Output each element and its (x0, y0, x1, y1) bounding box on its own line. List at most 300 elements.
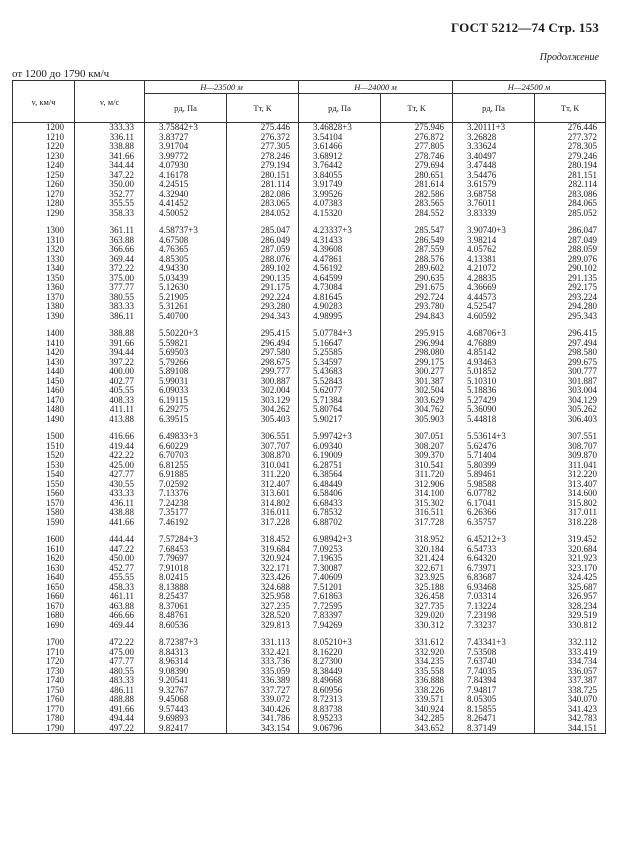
cell-pressure: 5.53614+3 (453, 432, 535, 442)
cell-pressure: 8.15855 (453, 705, 535, 715)
cell-v-ms: 477.77 (75, 657, 145, 667)
cell-pressure: 7.91018 (145, 564, 227, 574)
cell-pressure: 6.68433 (299, 499, 381, 509)
table-row (13, 461, 606, 471)
cell-v-ms: 452.77 (75, 564, 145, 574)
spacer-cell (13, 321, 75, 329)
cell-pressure: 8.72313 (299, 695, 381, 705)
cell-temp: 337.387 (535, 676, 606, 686)
cell-v-kmh: 1400 (13, 329, 75, 339)
cell-v-ms: 488.88 (75, 695, 145, 705)
cell-v-ms: 366.66 (75, 245, 145, 255)
cell-pressure: 4.56192 (299, 264, 381, 274)
cell-pressure: 4.85142 (453, 348, 535, 358)
cell-v-ms: 469.44 (75, 621, 145, 631)
cell-temp: 293.780 (381, 302, 453, 312)
table-row (13, 695, 606, 705)
cell-v-ms: 441.66 (75, 518, 145, 528)
cell-pressure: 5.27429 (453, 396, 535, 406)
cell-v-kmh: 1480 (13, 405, 75, 415)
range-label: от 1200 до 1790 км/ч (12, 68, 110, 80)
cell-temp: 323.925 (381, 573, 453, 583)
cell-pressure: 6.45212+3 (453, 535, 535, 545)
table-row (13, 451, 606, 461)
cell-v-ms: 416.66 (75, 432, 145, 442)
cell-pressure: 7.40609 (299, 573, 381, 583)
cell-pressure: 4.60592 (453, 312, 535, 322)
cell-temp: 298.080 (381, 348, 453, 358)
cell-pressure: 9.45068 (145, 695, 227, 705)
cell-v-ms: 450.00 (75, 554, 145, 564)
table-row (13, 470, 606, 480)
cell-pressure: 9.32767 (145, 686, 227, 696)
cell-v-kmh: 1470 (13, 396, 75, 406)
cell-temp: 280.651 (381, 171, 453, 181)
cell-v-ms: 363.88 (75, 236, 145, 246)
cell-pressure: 5.89461 (453, 470, 535, 480)
cell-temp: 330.812 (535, 621, 606, 631)
cell-v-ms: 383.33 (75, 302, 145, 312)
cell-pressure: 4.90283 (299, 302, 381, 312)
cell-temp: 341.423 (535, 705, 606, 715)
table-row (13, 432, 606, 442)
cell-v-kmh: 1280 (13, 199, 75, 209)
cell-pressure: 7.13376 (145, 489, 227, 499)
cell-temp: 303.129 (227, 396, 299, 406)
cell-temp: 291.675 (381, 283, 453, 293)
cell-temp: 316.511 (381, 508, 453, 518)
cell-v-kmh: 1340 (13, 264, 75, 274)
cell-pressure: 4.15320 (299, 209, 381, 219)
cell-temp: 276.872 (381, 133, 453, 143)
cell-pressure: 6.93468 (453, 583, 535, 593)
col-temp-2: Tт, К (381, 94, 453, 123)
cell-v-kmh: 1680 (13, 611, 75, 621)
table-row (13, 161, 606, 171)
cell-pressure: 5.71384 (299, 396, 381, 406)
cell-temp: 314.100 (381, 489, 453, 499)
cell-v-ms: 472.22 (75, 638, 145, 648)
cell-temp: 296.994 (381, 339, 453, 349)
cell-temp: 282.114 (535, 180, 606, 190)
cell-pressure: 8.25437 (145, 592, 227, 602)
cell-temp: 299.175 (381, 358, 453, 368)
cell-temp: 304.129 (535, 396, 606, 406)
cell-temp: 293.280 (227, 302, 299, 312)
cell-temp: 295.415 (227, 329, 299, 339)
cell-pressure: 6.73971 (453, 564, 535, 574)
table-row (13, 386, 606, 396)
cell-temp: 334.734 (535, 657, 606, 667)
table-row (13, 583, 606, 593)
cell-v-ms: 397.22 (75, 358, 145, 368)
cell-pressure: 5.98588 (453, 480, 535, 490)
cell-temp: 296.494 (227, 339, 299, 349)
cell-temp: 283.086 (535, 190, 606, 200)
cell-temp: 291.135 (535, 274, 606, 284)
cell-temp: 285.052 (535, 209, 606, 219)
table-row (13, 283, 606, 293)
cell-pressure: 8.05210+3 (299, 638, 381, 648)
group-spacer (13, 527, 606, 535)
cell-temp: 288.076 (227, 255, 299, 265)
cell-temp: 279.246 (535, 152, 606, 162)
cell-v-kmh: 1310 (13, 236, 75, 246)
cell-pressure: 5.71404 (453, 451, 535, 461)
cell-v-kmh: 1210 (13, 133, 75, 143)
cell-v-kmh: 1550 (13, 480, 75, 490)
cell-pressure: 4.39608 (299, 245, 381, 255)
cell-v-ms: 380.55 (75, 293, 145, 303)
cell-pressure: 4.13381 (453, 255, 535, 265)
cell-v-kmh: 1510 (13, 442, 75, 452)
cell-temp: 305.903 (381, 415, 453, 425)
cell-pressure: 3.91704 (145, 142, 227, 152)
cell-temp: 292.724 (381, 293, 453, 303)
cell-v-ms: 497.22 (75, 724, 145, 734)
cell-temp: 292.224 (227, 293, 299, 303)
cell-pressure: 6.88702 (299, 518, 381, 528)
cell-temp: 336.057 (535, 667, 606, 677)
cell-temp: 289.602 (381, 264, 453, 274)
cell-v-ms: 350.00 (75, 180, 145, 190)
cell-v-ms: 377.77 (75, 283, 145, 293)
table-row (13, 714, 606, 724)
cell-temp: 294.343 (227, 312, 299, 322)
cell-pressure: 7.02592 (145, 480, 227, 490)
cell-temp: 278.305 (535, 142, 606, 152)
cell-pressure: 3.26828 (453, 133, 535, 143)
table-row (13, 358, 606, 368)
table-row (13, 190, 606, 200)
cell-pressure: 4.16178 (145, 171, 227, 181)
cell-pressure: 6.78532 (299, 508, 381, 518)
cell-pressure: 3.76442 (299, 161, 381, 171)
cell-temp: 329.519 (535, 611, 606, 621)
cell-v-ms: 372.22 (75, 264, 145, 274)
table-row (13, 302, 606, 312)
cell-temp: 338.226 (381, 686, 453, 696)
cell-pressure: 5.89108 (145, 367, 227, 377)
col-v-ms: v, м/с (75, 81, 145, 123)
cell-pressure: 4.85305 (145, 255, 227, 265)
table-row (13, 377, 606, 387)
cell-temp: 312.407 (227, 480, 299, 490)
cell-temp: 323.426 (227, 573, 299, 583)
cell-pressure: 5.62077 (299, 386, 381, 396)
cell-temp: 296.415 (535, 329, 606, 339)
cell-pressure: 5.80764 (299, 405, 381, 415)
cell-pressure: 5.01852 (453, 367, 535, 377)
cell-temp: 279.694 (381, 161, 453, 171)
table-row (13, 405, 606, 415)
cell-pressure: 8.60536 (145, 621, 227, 631)
cell-v-ms: 355.55 (75, 199, 145, 209)
table-row (13, 123, 606, 133)
cell-temp: 314.600 (535, 489, 606, 499)
cell-pressure: 6.07782 (453, 489, 535, 499)
cell-v-ms: 402.77 (75, 377, 145, 387)
cell-pressure: 7.24238 (145, 499, 227, 509)
cell-pressure: 6.64320 (453, 554, 535, 564)
cell-temp: 329.813 (227, 621, 299, 631)
cell-v-ms: 338.88 (75, 142, 145, 152)
cell-v-kmh: 1520 (13, 451, 75, 461)
cell-pressure: 4.07930 (145, 161, 227, 171)
cell-temp: 309.870 (535, 451, 606, 461)
cell-pressure: 5.18836 (453, 386, 535, 396)
table-row (13, 133, 606, 143)
cell-pressure: 3.61466 (299, 142, 381, 152)
cell-pressure: 5.16647 (299, 339, 381, 349)
cell-v-ms: 333.33 (75, 123, 145, 133)
cell-temp: 285.047 (227, 226, 299, 236)
table-row (13, 545, 606, 555)
cell-temp: 308.870 (227, 451, 299, 461)
cell-pressure: 7.57284+3 (145, 535, 227, 545)
cell-pressure: 3.83339 (453, 209, 535, 219)
cell-v-ms: 427.77 (75, 470, 145, 480)
cell-temp: 343.154 (227, 724, 299, 734)
cell-v-ms: 425.00 (75, 461, 145, 471)
cell-v-kmh: 1410 (13, 339, 75, 349)
cell-v-kmh: 1460 (13, 386, 75, 396)
cell-temp: 329.020 (381, 611, 453, 621)
cell-pressure: 8.27300 (299, 657, 381, 667)
group-spacer (13, 630, 606, 638)
table-row (13, 705, 606, 715)
cell-v-ms: 422.22 (75, 451, 145, 461)
table-row (13, 142, 606, 152)
spacer-cell (13, 527, 75, 535)
cell-temp: 311.720 (381, 470, 453, 480)
cell-temp: 299.777 (227, 367, 299, 377)
table-row (13, 312, 606, 322)
cell-temp: 300.277 (381, 367, 453, 377)
cell-temp: 317.011 (535, 508, 606, 518)
cell-v-kmh: 1670 (13, 602, 75, 612)
cell-temp: 322.671 (381, 564, 453, 574)
cell-v-kmh: 1300 (13, 226, 75, 236)
cell-temp: 303.629 (381, 396, 453, 406)
cell-temp: 282.586 (381, 190, 453, 200)
cell-pressure: 5.12630 (145, 283, 227, 293)
cell-v-ms: 341.66 (75, 152, 145, 162)
cell-pressure: 9.06796 (299, 724, 381, 734)
cell-pressure: 4.24515 (145, 180, 227, 190)
cell-v-kmh: 1370 (13, 293, 75, 303)
cell-pressure: 4.23337+3 (299, 226, 381, 236)
cell-temp: 287.049 (535, 236, 606, 246)
cell-temp: 312.220 (535, 470, 606, 480)
cell-temp: 319.452 (535, 535, 606, 545)
cell-pressure: 8.26471 (453, 714, 535, 724)
cell-temp: 277.305 (227, 142, 299, 152)
table-row (13, 573, 606, 583)
table-row (13, 264, 606, 274)
cell-pressure: 3.40497 (453, 152, 535, 162)
cell-temp: 320.924 (227, 554, 299, 564)
cell-v-kmh: 1380 (13, 302, 75, 312)
cell-v-kmh: 1610 (13, 545, 75, 555)
cell-v-kmh: 1690 (13, 621, 75, 631)
cell-pressure: 5.43683 (299, 367, 381, 377)
cell-temp: 324.688 (227, 583, 299, 593)
cell-temp: 303.004 (535, 386, 606, 396)
cell-v-kmh: 1360 (13, 283, 75, 293)
cell-v-kmh: 1420 (13, 348, 75, 358)
cell-temp: 318.228 (535, 518, 606, 528)
table-row (13, 676, 606, 686)
cell-temp: 340.426 (227, 705, 299, 715)
cell-temp: 281.114 (227, 180, 299, 190)
cell-temp: 332.920 (381, 648, 453, 658)
cell-temp: 286.549 (381, 236, 453, 246)
cell-temp: 294.843 (381, 312, 453, 322)
cell-temp: 287.559 (381, 245, 453, 255)
cell-pressure: 4.36669 (453, 283, 535, 293)
cell-temp: 275.946 (381, 123, 453, 133)
cell-temp: 321.923 (535, 554, 606, 564)
cell-v-ms: 455.55 (75, 573, 145, 583)
group-spacer (13, 424, 606, 432)
cell-pressure: 5.69503 (145, 348, 227, 358)
cell-temp: 300.887 (227, 377, 299, 387)
cell-v-kmh: 1240 (13, 161, 75, 171)
cell-pressure: 7.13224 (453, 602, 535, 612)
cell-pressure: 6.28751 (299, 461, 381, 471)
cell-v-kmh: 1390 (13, 312, 75, 322)
cell-v-kmh: 1230 (13, 152, 75, 162)
cell-pressure: 4.93463 (453, 358, 535, 368)
cell-v-kmh: 1710 (13, 648, 75, 658)
cell-temp: 281.151 (535, 171, 606, 181)
cell-pressure: 8.48761 (145, 611, 227, 621)
cell-v-kmh: 1270 (13, 190, 75, 200)
col-v-kmh: v, км/ч (13, 81, 75, 123)
table-row (13, 226, 606, 236)
cell-v-ms: 336.11 (75, 133, 145, 143)
cell-temp: 297.494 (535, 339, 606, 349)
cell-v-ms: 436.11 (75, 499, 145, 509)
cell-pressure: 4.67508 (145, 236, 227, 246)
cell-temp: 286.049 (227, 236, 299, 246)
cell-pressure: 4.64599 (299, 274, 381, 284)
col-pressure-3: pд, Па (453, 94, 535, 123)
cell-pressure: 5.52843 (299, 377, 381, 387)
cell-temp: 295.343 (535, 312, 606, 322)
cell-temp: 305.262 (535, 405, 606, 415)
cell-temp: 304.262 (227, 405, 299, 415)
cell-temp: 302.004 (227, 386, 299, 396)
cell-pressure: 3.68758 (453, 190, 535, 200)
cell-v-ms: 480.55 (75, 667, 145, 677)
cell-temp: 333.736 (227, 657, 299, 667)
cell-pressure: 9.08390 (145, 667, 227, 677)
cell-temp: 287.059 (227, 245, 299, 255)
table-row (13, 535, 606, 545)
cell-v-kmh: 1650 (13, 583, 75, 593)
cell-temp: 328.520 (227, 611, 299, 621)
table-row (13, 724, 606, 734)
cell-v-kmh: 1440 (13, 367, 75, 377)
cell-temp: 311.041 (535, 461, 606, 471)
cell-v-ms: 433.33 (75, 489, 145, 499)
table-row (13, 171, 606, 181)
cell-v-kmh: 1700 (13, 638, 75, 648)
cell-pressure: 6.29275 (145, 405, 227, 415)
cell-v-ms: 352.77 (75, 190, 145, 200)
cell-pressure: 7.51201 (299, 583, 381, 593)
table-row (13, 274, 606, 284)
table-row (13, 489, 606, 499)
cell-pressure: 6.54733 (453, 545, 535, 555)
cell-temp: 330.312 (381, 621, 453, 631)
cell-v-ms: 391.66 (75, 339, 145, 349)
table-row (13, 180, 606, 190)
cell-v-ms: 463.88 (75, 602, 145, 612)
cell-temp: 342.285 (381, 714, 453, 724)
cell-temp: 332.112 (535, 638, 606, 648)
cell-temp: 334.235 (381, 657, 453, 667)
table-row (13, 621, 606, 631)
cell-pressure: 5.25585 (299, 348, 381, 358)
cell-v-ms: 405.55 (75, 386, 145, 396)
cell-temp: 328.234 (535, 602, 606, 612)
cell-pressure: 4.41452 (145, 199, 227, 209)
cell-temp: 311.220 (227, 470, 299, 480)
cell-v-ms: 400.00 (75, 367, 145, 377)
cell-v-ms: 447.22 (75, 545, 145, 555)
cell-pressure: 6.09033 (145, 386, 227, 396)
cell-pressure: 8.37061 (145, 602, 227, 612)
cell-pressure: 4.52547 (453, 302, 535, 312)
cell-pressure: 7.53508 (453, 648, 535, 658)
cell-v-kmh: 1320 (13, 245, 75, 255)
cell-v-ms: 411.11 (75, 405, 145, 415)
cell-temp: 280.194 (535, 161, 606, 171)
cell-pressure: 5.99031 (145, 377, 227, 387)
cell-pressure: 4.28835 (453, 274, 535, 284)
cell-pressure: 3.99772 (145, 152, 227, 162)
cell-pressure: 8.13888 (145, 583, 227, 593)
cell-temp: 319.684 (227, 545, 299, 555)
cell-pressure: 6.39515 (145, 415, 227, 425)
cell-v-kmh: 1790 (13, 724, 75, 734)
cell-pressure: 5.36090 (453, 405, 535, 415)
cell-temp: 310.041 (227, 461, 299, 471)
cell-temp: 339.571 (381, 695, 453, 705)
cell-temp: 333.419 (535, 648, 606, 658)
cell-temp: 299.675 (535, 358, 606, 368)
cell-temp: 278.246 (227, 152, 299, 162)
cell-temp: 331.113 (227, 638, 299, 648)
table-row (13, 648, 606, 658)
cell-pressure: 8.95233 (299, 714, 381, 724)
cell-v-kmh: 1290 (13, 209, 75, 219)
spacer-cell (13, 630, 75, 638)
cell-temp: 290.635 (381, 274, 453, 284)
cell-temp: 291.175 (227, 283, 299, 293)
table-row (13, 396, 606, 406)
cell-v-ms: 419.44 (75, 442, 145, 452)
table-row (13, 480, 606, 490)
cell-temp: 308.707 (535, 442, 606, 452)
cell-v-ms: 369.44 (75, 255, 145, 265)
cell-temp: 284.065 (535, 199, 606, 209)
cell-pressure: 5.99742+3 (299, 432, 381, 442)
cell-pressure: 4.32940 (145, 190, 227, 200)
